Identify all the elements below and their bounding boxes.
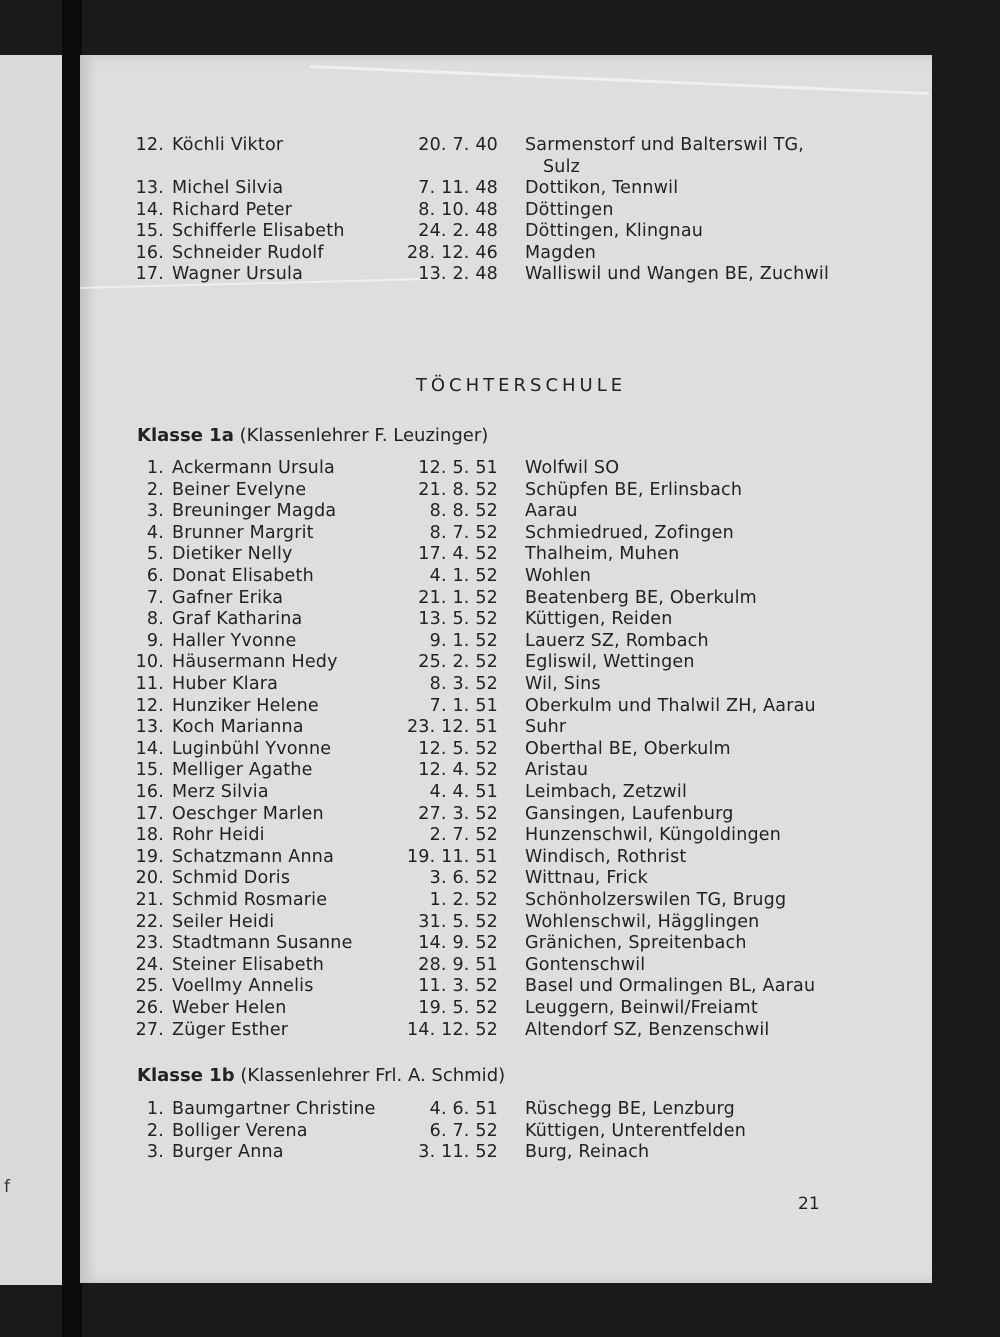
student-num: 2. xyxy=(146,1120,164,1141)
table-row xyxy=(80,824,932,846)
page-number: 21 xyxy=(798,1194,820,1214)
student-place: Suhr xyxy=(525,717,567,738)
table-row xyxy=(80,889,932,911)
table-row xyxy=(80,1098,932,1120)
student-place: Schmiedrued, Zofingen xyxy=(525,522,734,543)
student-place: Aarau xyxy=(525,501,578,522)
student-name: Stadtmann Susanne xyxy=(172,933,353,954)
student-date: 19. 11. 51 xyxy=(406,846,498,867)
table-row xyxy=(80,954,932,976)
student-place: Wittnau, Frick xyxy=(525,868,648,889)
student-name: Rohr Heidi xyxy=(172,825,265,846)
student-num: 18. xyxy=(135,825,164,846)
student-date: 23. 12. 51 xyxy=(406,717,498,738)
table-row: 15. Schifferle Elisabeth 24. 2. 48 Döttingen, Klingnau xyxy=(135,221,704,241)
student-date: 27. 3. 52 xyxy=(418,803,498,824)
student-num: 21. xyxy=(135,890,164,910)
student-name: Brunner Margrit xyxy=(172,522,314,543)
student-num: 3. xyxy=(146,501,164,522)
student-date: 3. 11. 52 xyxy=(418,1142,498,1163)
student-name: Schatzmann Anna xyxy=(172,846,334,867)
student-num: 1. xyxy=(146,1099,164,1119)
student-num: 5. xyxy=(146,544,164,565)
student-date: 17. 4. 52 xyxy=(418,544,498,565)
table-row: 17. Wagner Ursula 13. 2. 48 Walliswil und Wangen BE, Zuchwil xyxy=(135,264,830,284)
class-teacher: (Klassenlehrer F. Leuzinger) xyxy=(239,425,489,446)
student-date: 14. 12. 52 xyxy=(406,1019,498,1040)
student-name: Voellmy Annelis xyxy=(172,976,314,997)
student-num: 23. xyxy=(135,933,164,954)
table-row: 16. Schneider Rudolf 28. 12. 46 Magden xyxy=(135,243,597,263)
student-place: Rüschegg BE, Lenzburg xyxy=(525,1099,735,1119)
table-row xyxy=(80,1120,932,1142)
table-row xyxy=(80,651,932,673)
student-num: 9. xyxy=(146,630,164,651)
student-name: Schmid Rosmarie xyxy=(172,890,328,910)
student-num: 15. xyxy=(135,760,164,781)
table-row xyxy=(80,759,932,781)
student-num: 1. xyxy=(146,458,164,478)
student-name: Haller Yvonne xyxy=(172,630,297,651)
student-date: 2. 7. 52 xyxy=(429,825,498,846)
student-place: Egliswil, Wettingen xyxy=(525,652,695,673)
student-place: Schüpfen BE, Erlinsbach xyxy=(525,479,743,500)
student-name: Donat Elisabeth xyxy=(172,566,314,586)
student-name: Burger Anna xyxy=(172,1142,284,1163)
student-place: Burg, Reinach xyxy=(525,1142,650,1163)
student-date: 11. 3. 52 xyxy=(418,976,498,997)
student-place: Küttigen, Reiden xyxy=(525,609,673,630)
student-name: Häusermann Hedy xyxy=(172,652,338,673)
student-name: Graf Katharina xyxy=(172,609,303,630)
table-row xyxy=(80,500,932,522)
student-num: 24. xyxy=(135,954,164,975)
student-date: 9. 1. 52 xyxy=(429,630,498,651)
table-row xyxy=(80,975,932,997)
student-name: Koch Marianna xyxy=(172,717,304,738)
table-row xyxy=(80,695,932,717)
student-date: 13. 5. 52 xyxy=(418,609,498,630)
student-date: 12. 5. 51 xyxy=(418,458,498,478)
class-heading-1b xyxy=(137,1065,505,1087)
class-label: Klasse 1b xyxy=(137,1065,235,1086)
student-name: Beiner Evelyne xyxy=(172,479,307,500)
student-place: Leuggern, Beinwil/Freiamt xyxy=(525,998,758,1018)
student-num: 11. xyxy=(135,674,164,694)
table-row: 12. Köchli Viktor 20. 7. 40 Sarmenstorf und Balterswil TG, Sulz xyxy=(135,135,805,177)
student-num: 4. xyxy=(146,522,164,543)
student-date: 12. 5. 52 xyxy=(418,738,498,759)
student-num: 25. xyxy=(135,976,164,997)
student-name: Hunziker Helene xyxy=(172,695,319,716)
table-row xyxy=(80,673,932,695)
student-date: 4. 4. 51 xyxy=(429,782,498,802)
student-num: 26. xyxy=(135,998,164,1018)
student-date: 6. 7. 52 xyxy=(429,1120,498,1141)
student-date: 25. 2. 52 xyxy=(418,652,498,673)
student-date: 8. 7. 52 xyxy=(429,522,498,543)
student-name: Dietiker Nelly xyxy=(172,544,293,565)
student-num: 22. xyxy=(135,911,164,932)
student-name: Breuninger Magda xyxy=(172,501,337,522)
student-num: 17. xyxy=(135,803,164,824)
student-place: Aristau xyxy=(525,760,589,781)
student-date: 1. 2. 52 xyxy=(429,890,498,910)
student-name: Merz Silvia xyxy=(172,782,269,802)
student-name: Baumgartner Christine xyxy=(172,1099,376,1119)
student-name: Steiner Elisabeth xyxy=(172,954,325,975)
student-place: Küttigen, Unterentfelden xyxy=(525,1120,746,1141)
student-name: Züger Esther xyxy=(172,1019,289,1040)
student-num: 20. xyxy=(135,868,164,889)
table-row: 14. Richard Peter 8. 10. 48 Döttingen xyxy=(135,200,614,220)
student-name: Melliger Agathe xyxy=(172,760,313,781)
student-date: 31. 5. 52 xyxy=(418,911,498,932)
student-date: 4. 1. 52 xyxy=(429,566,498,586)
table-row xyxy=(80,457,932,479)
student-place: Thalheim, Muhen xyxy=(525,544,680,565)
class-teacher: (Klassenlehrer Frl. A. Schmid) xyxy=(240,1065,506,1086)
table-row xyxy=(80,479,932,501)
student-num: 3. xyxy=(146,1142,164,1163)
table-row xyxy=(80,522,932,544)
student-num: 6. xyxy=(146,566,164,586)
student-place: Wil, Sins xyxy=(525,674,601,694)
student-place: Schönholzerswilen TG, Brugg xyxy=(525,890,787,910)
student-name: Weber Helen xyxy=(172,998,287,1018)
student-place: Altendorf SZ, Benzenschwil xyxy=(525,1019,770,1040)
student-date: 19. 5. 52 xyxy=(418,998,498,1018)
student-num: 27. xyxy=(135,1019,164,1040)
student-num: 12. xyxy=(135,695,164,716)
student-place: Oberkulm und Thalwil ZH, Aarau xyxy=(525,695,816,716)
table-row xyxy=(80,803,932,825)
table-row xyxy=(80,911,932,933)
previous-page-text: f xyxy=(4,1177,10,1197)
student-num: 16. xyxy=(135,782,164,802)
table-row xyxy=(80,997,932,1019)
student-place: Hunzenschwil, Küngoldingen xyxy=(525,825,782,846)
student-num: 8. xyxy=(146,609,164,630)
table-row: 13. Michel Silvia 7. 11. 48 Dottikon, Tennwil xyxy=(135,178,679,198)
table-row xyxy=(80,932,932,954)
table-row xyxy=(80,716,932,738)
student-name: Schmid Doris xyxy=(172,868,291,889)
table-row xyxy=(80,565,932,587)
student-place: Wohlenschwil, Hägglingen xyxy=(525,911,760,932)
student-place: Gränichen, Spreitenbach xyxy=(525,933,747,954)
student-name: Luginbühl Yvonne xyxy=(172,738,332,759)
table-row xyxy=(80,1141,932,1163)
student-place: Wohlen xyxy=(525,566,591,586)
student-name: Bolliger Verena xyxy=(172,1120,308,1141)
student-place: Oberthal BE, Oberkulm xyxy=(525,738,731,759)
table-row xyxy=(80,543,932,565)
student-place: Leimbach, Zetzwil xyxy=(525,782,688,802)
student-date: 21. 8. 52 xyxy=(418,479,498,500)
student-date: 14. 9. 52 xyxy=(418,933,498,954)
student-date: 28. 9. 51 xyxy=(418,954,498,975)
student-name: Gafner Erika xyxy=(172,587,284,608)
student-place: Gansingen, Laufenburg xyxy=(525,803,734,824)
student-name: Ackermann Ursula xyxy=(172,458,335,478)
table-row xyxy=(80,867,932,889)
student-place: Beatenberg BE, Oberkulm xyxy=(525,587,757,608)
table-row xyxy=(80,738,932,760)
student-num: 2. xyxy=(146,479,164,500)
table-row xyxy=(80,1019,932,1041)
document-page xyxy=(80,55,932,1283)
student-place: Gontenschwil xyxy=(525,954,646,975)
book-gutter xyxy=(62,0,82,1337)
section-title: TÖCHTERSCHULE xyxy=(415,375,627,396)
student-place: Windisch, Rothrist xyxy=(525,846,687,867)
paper-crease xyxy=(310,65,930,95)
student-date: 8. 3. 52 xyxy=(429,674,498,694)
table-row xyxy=(80,587,932,609)
student-name: Oeschger Marlen xyxy=(172,803,324,824)
table-row xyxy=(80,608,932,630)
student-num: 14. xyxy=(135,738,164,759)
student-date: 7. 1. 51 xyxy=(429,695,498,716)
student-num: 19. xyxy=(135,846,164,867)
table-row xyxy=(80,630,932,652)
table-row xyxy=(80,781,932,803)
student-name: Seiler Heidi xyxy=(172,911,275,932)
student-date: 21. 1. 52 xyxy=(418,587,498,608)
student-num: 7. xyxy=(146,587,164,608)
student-place: Wolfwil SO xyxy=(525,458,620,478)
student-date: 12. 4. 52 xyxy=(418,760,498,781)
class-label: Klasse 1a xyxy=(137,425,234,446)
student-date: 8. 8. 52 xyxy=(429,501,498,522)
student-date: 4. 6. 51 xyxy=(429,1099,498,1119)
student-num: 10. xyxy=(135,652,164,673)
student-name: Huber Klara xyxy=(172,674,279,694)
student-date: 3. 6. 52 xyxy=(429,868,498,889)
table-row xyxy=(80,846,932,868)
student-num: 13. xyxy=(135,717,164,738)
student-place: Lauerz SZ, Rombach xyxy=(525,630,709,651)
student-place: Basel und Ormalingen BL, Aarau xyxy=(525,976,816,997)
class-heading-1a xyxy=(137,425,488,447)
